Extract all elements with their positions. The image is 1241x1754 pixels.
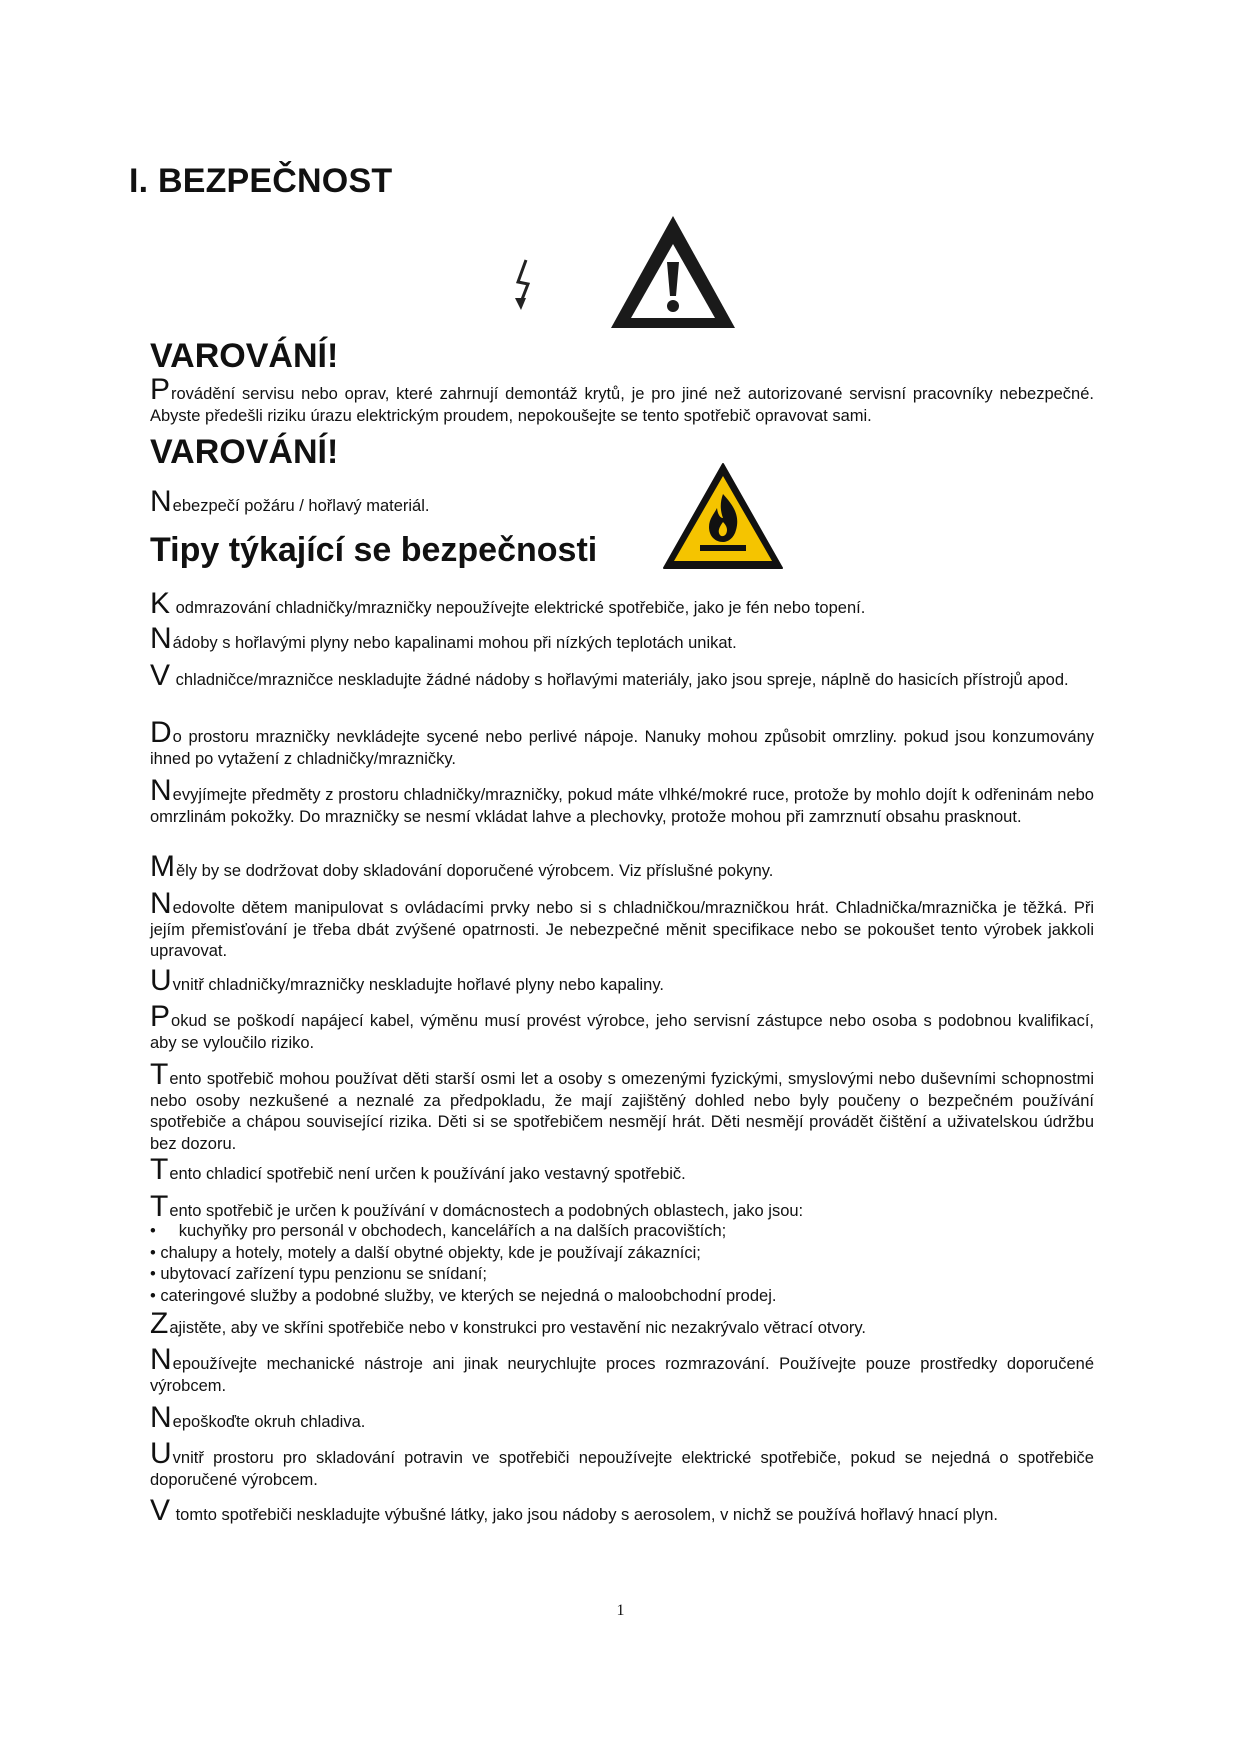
tip-item-15: Nepoškoďte okruh chladiva. [150, 1401, 366, 1434]
lightning-bolt-icon [510, 258, 540, 314]
tip-item-3: V chladničce/mrazničce neskladujte žádné nádoby s hořlavými materiály, jako jsou spreje, náplně do hasicích přístrojů apod. [150, 659, 1069, 692]
warning-triangle-icon [607, 210, 739, 334]
list-item: • cateringové služby a podobné služby, ve kterých se nejedná o maloobchodní prodej. [150, 1286, 1094, 1308]
tip-item-14: Nepoužívejte mechanické nástroje ani jinak neurychlujte proces rozmrazování. Používejte pouze prostředky doporučené výrobcem. [150, 1343, 1094, 1395]
list-item: • ubytovací zařízení typu penzionu se snídaní; [150, 1264, 1094, 1286]
warning-text-1: Provádění servisu nebo oprav, které zahrnují demontáž krytů, je pro jiné než autorizované servisní pracovníky nebezpečné. Abyste předešli riziku úrazu elektrickým proudem, nepokoušejte se tento spotřebič opravovat sami. [150, 373, 1094, 425]
page-title: I. BEZPEČNOST [129, 162, 393, 200]
tip-item-13: Zajistěte, aby ve skříni spotřebiče nebo v konstrukci pro vestavění nic nezakrývalo větrací otvory. [150, 1307, 867, 1340]
tip-item-17: V tomto spotřebiči neskladujte výbušné látky, jako jsou nádoby s aerosolem, v nichž se používá hořlavý hnací plyn. [150, 1494, 998, 1527]
tip-item-7: Nedovolte dětem manipulovat s ovládacími prvky nebo si s chladničkou/mrazničkou hrát. Chladnička/mraznička je těžká. Při jejím přemisťování je třeba dbát zvýšené opatrnosti. Je nebezpečné měnit specifikace nebo se pokoušet tento výrobek jakkoli upravovat. [150, 887, 1094, 960]
tip-item-12: Tento spotřebič je určen k používání v domácnostech a podobných oblastech, jako jsou: [150, 1190, 804, 1223]
tips-heading: Tipy týkající se bezpečnosti [150, 531, 598, 569]
usage-locations-list [150, 1221, 1094, 1307]
warning-text-2: Nebezpečí požáru / hořlavý materiál. [150, 485, 430, 518]
tip-item-9: Pokud se poškodí napájecí kabel, výměnu musí provést výrobce, jeho servisní zástupce nebo osoba s podobnou kvalifikací, aby se vyloučilo riziko. [150, 1000, 1094, 1052]
tip-item-11: Tento chladicí spotřebič není určen k používání jako vestavný spotřebič. [150, 1153, 686, 1186]
warning-heading-1: VAROVÁNÍ! [150, 337, 339, 375]
page-number: 1 [616, 1602, 625, 1619]
list-item: • kuchyňky pro personál v obchodech, kancelářích a na dalších pracovištích; [150, 1221, 1094, 1243]
tip-item-4: Do prostoru mrazničky nevkládejte sycené nebo perlivé nápoje. Nanuky mohou způsobit omrzliny. pokud jsou konzumovány ihned po vytažení z chladničky/mrazničky. [150, 716, 1094, 768]
tip-item-1: K odmrazování chladničky/mrazničky nepoužívejte elektrické spotřebiče, jako je fén nebo topení. [150, 587, 866, 620]
list-item: • chalupy a hotely, motely a další obytné objekty, kde je používají zákazníci; [150, 1243, 1094, 1265]
tip-item-6: Měly by se dodržovat doby skladování doporučené výrobcem. Viz příslušné pokyny. [150, 850, 774, 883]
tip-item-8: Uvnitř chladničky/mrazničky neskladujte hořlavé plyny nebo kapaliny. [150, 964, 664, 997]
warning-heading-2: VAROVÁNÍ! [150, 433, 339, 471]
tip-item-2: Nádoby s hořlavými plyny nebo kapalinami mohou při nízkých teplotách unikat. [150, 622, 737, 655]
tip-item-5: Nevyjímejte předměty z prostoru chladničky/mrazničky, pokud máte vlhké/mokré ruce, protože by mohlo dojít k odřeninám nebo omrzlinám pokožky. Do mrazničky se nesmí vkládat lahve a plechovky, protože mohou při zamrznutí obsahu prasknout. [150, 774, 1094, 826]
tip-item-16: Uvnitř prostoru pro skladování potravin ve spotřebiči nepoužívejte elektrické spotřebiče, pokud se nejedná o spotřebiče doporučené výrobcem. [150, 1437, 1094, 1489]
tip-item-10: Tento spotřebič mohou používat děti starší osmi let a osoby s omezenými fyzickými, smyslovými nebo duševními schopnostmi nebo osoby nezkušené a neznalé za předpokladu, že mají zajištěný dohled nebo byly poučeny o bezpečném používání spotřebiče a chápou související rizika. Děti si se spotřebičem nesmějí hrát. Děti nesmějí provádět čištění a uživatelskou údržbu bez dozoru. [150, 1058, 1094, 1153]
flammable-warning-icon [660, 460, 786, 572]
